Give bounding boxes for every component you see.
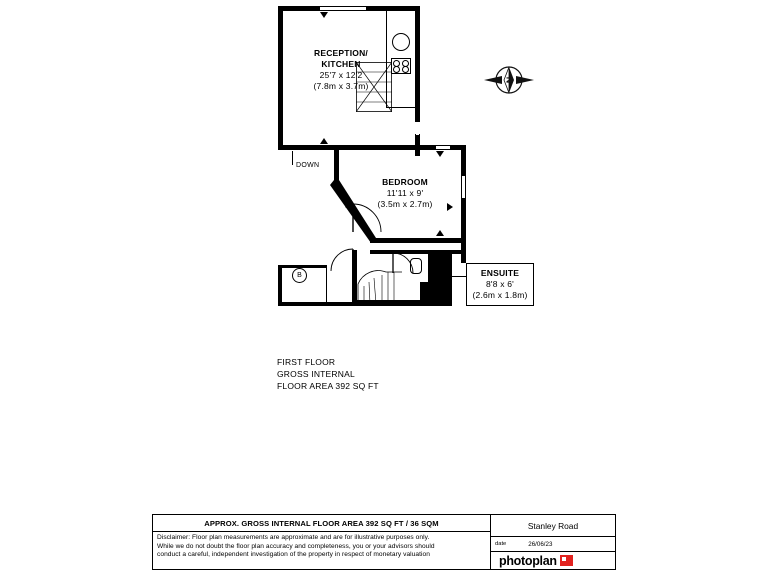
door-gap-bedroom-top [436,146,450,149]
boiler-label: B [297,272,302,279]
wall-hall-left [278,265,282,306]
room-dim-imperial-bedroom: 11'11 x 9' [386,188,424,198]
door-swing-bedroom [352,203,382,233]
dimension-arrow-bedroom-top [436,151,444,157]
landing-stairs [356,270,404,306]
window-reception-right [416,122,419,135]
cupboard-divider [326,265,327,303]
info-box-left [153,515,491,569]
down-stair-line [292,151,293,165]
wall-hall-bottom [278,302,354,306]
date-value: 26/06/23 [528,540,553,548]
compass-icon [478,58,540,103]
window-bedroom-right [462,176,465,198]
info-box-right [491,515,615,569]
disclaimer-text [153,532,490,560]
disclaimer-line-2: While we do not doubt the floor plan accuracy and completeness, you or your advisors should [157,542,435,550]
svg-text:N: N [505,76,515,84]
wall-reception-left [278,6,283,150]
summary-line-3: FLOOR AREA 392 SQ FT [277,381,379,391]
room-label-reception-kitchen [286,48,396,92]
summary-line-2: GROSS INTERNAL [277,369,355,379]
room-name-bedroom: BEDROOM [382,177,428,187]
basin-icon [432,264,450,278]
wall-bedroom-right [461,145,466,263]
room-dim-imperial: 25'7 x 12'2 [319,70,363,80]
door-swing-hall [330,248,354,272]
window-reception-top [320,7,366,10]
down-label: DOWN [296,162,320,169]
wall-stairs-right [420,282,432,306]
wall-reception-bottom [278,145,338,150]
gross-area-title: APPROX. GROSS INTERNAL FLOOR AREA 392 SQ FT / 36 SQM [153,515,490,532]
info-box [152,514,616,570]
boiler-marker [292,268,307,283]
summary-line-1: FIRST FLOOR [277,357,336,367]
dimension-arrow-bedroom-bottom [436,230,444,236]
disclaimer-line-1: Disclaimer: Floor plan measurements are approximate and are for illustrative purposes only. [157,534,430,541]
room-name-line2: KITCHEN [321,59,361,69]
room-dim-metric-bedroom: (3.5m x 2.7m) [377,199,433,209]
ensuite-leader-line [452,276,466,277]
room-label-ensuite [467,268,533,301]
wall-bedroom-bottom [370,238,466,243]
dimension-arrow-bedroom-left [345,203,351,211]
floor-summary [277,356,379,392]
room-name-line1: RECEPTION/ [314,48,368,58]
room-dim-imperial-ensuite: 8'8 x 6' [485,279,514,289]
disclaimer-line-3: conduct a careful, independent investigation of the property in respect of monetary valuation [157,551,430,559]
wall-reception-right [415,6,420,122]
brand-row [491,552,615,569]
ensuite-label-box [466,263,534,306]
room-name-ensuite: ENSUITE [480,268,520,278]
date-label: date [495,541,507,547]
photoplan-logo-icon [560,555,573,566]
dimension-arrow-reception-top [320,12,328,18]
property-address: Stanley Road [491,515,615,537]
date-row [491,537,615,552]
room-dim-metric: (7.8m x 3.7m) [313,81,369,91]
hob-burner-4 [402,66,409,73]
brand-name: photoplan [499,553,557,568]
dimension-arrow-reception-bottom [320,138,328,144]
room-dim-metric-ensuite: (2.6m x 1.8m) [472,290,528,300]
wall-bedroom-left-upper [334,145,339,185]
